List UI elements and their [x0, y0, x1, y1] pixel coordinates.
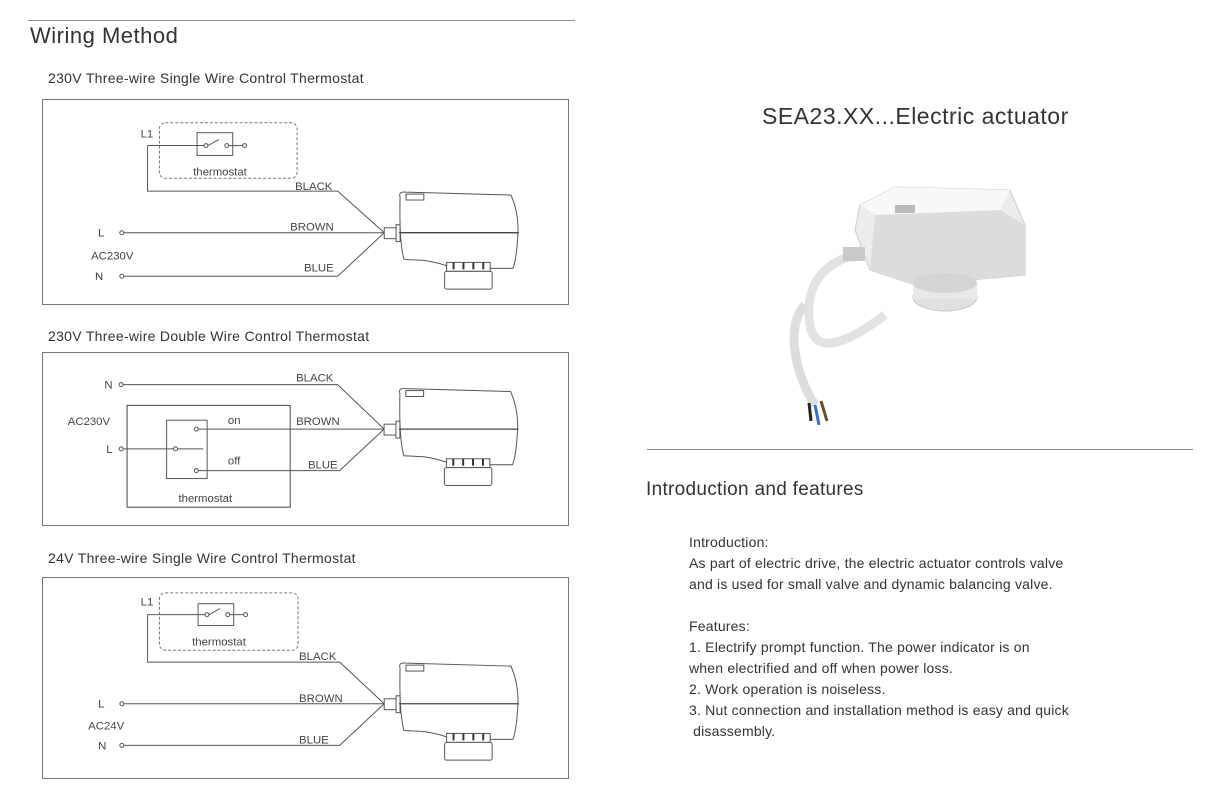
black-label: BLACK [299, 651, 337, 664]
feature-line: 1. Electrify prompt function. The power indicator is on [689, 639, 1030, 655]
diagram-3-title: 24V Three-wire Single Wire Control Thermostat [48, 550, 356, 566]
thermostat-label: thermostat [193, 166, 247, 179]
n-label: N [95, 271, 104, 284]
voltage-label: AC24V [88, 720, 125, 733]
black-wire [148, 146, 385, 233]
blue-wire [124, 233, 384, 277]
feature-line: when electrified and off when power loss. [689, 660, 953, 676]
intro-text [689, 532, 1069, 742]
section-title-intro: Introduction and features [646, 479, 864, 500]
l1-label: L1 [140, 128, 154, 141]
diagram-2-title: 230V Three-wire Double Wire Control Thermostat [48, 328, 370, 344]
n-label: N [98, 740, 107, 753]
thermostat-label: thermostat [178, 493, 233, 506]
voltage-label: AC230V [91, 250, 134, 263]
diagram-1-title: 230V Three-wire Single Wire Control Thermostat [48, 70, 364, 86]
intro-line: and is used for small valve and dynamic balancing valve. [689, 576, 1053, 592]
feature-line: 2. Work operation is noiseless. [689, 681, 886, 697]
blue-label: BLUE [299, 734, 329, 747]
black-wire [148, 615, 385, 704]
black-label: BLACK [296, 372, 334, 385]
brown-label: BROWN [299, 692, 343, 705]
actuator-drawing [384, 192, 519, 289]
blue-label: BLUE [307, 459, 338, 472]
blue-wire [198, 429, 384, 471]
intro-line: As part of electric drive, the electric actuator controls valve [689, 555, 1064, 571]
off-label: off [227, 455, 241, 468]
voltage-label: AC230V [67, 416, 111, 429]
thermostat-label: thermostat [192, 636, 246, 649]
black-wire [123, 385, 384, 429]
l-label: L [98, 698, 105, 711]
features-label: Features: [689, 618, 750, 634]
feature-line: disassembly. [689, 723, 776, 739]
product-title: SEA23.XX...Electric actuator [762, 103, 1069, 129]
wiring-diagram-2 [42, 352, 569, 526]
actuator-drawing [384, 388, 518, 485]
l-label: L [106, 443, 113, 456]
brown-label: BROWN [296, 416, 340, 429]
l-label: L [98, 227, 105, 240]
wiring-diagram-1 [42, 99, 569, 305]
black-label: BLACK [295, 181, 333, 194]
intro-label: Introduction: [689, 534, 769, 550]
feature-line: 3. Nut connection and installation method is easy and quick [689, 702, 1069, 718]
actuator-photo [785, 175, 1035, 425]
n-label: N [104, 379, 113, 392]
wiring-diagram-3 [42, 577, 569, 779]
on-label: on [227, 415, 241, 428]
top-divider [28, 20, 575, 21]
thermostat-box [127, 405, 290, 507]
actuator-drawing [384, 663, 519, 760]
blue-label: BLUE [304, 262, 334, 275]
right-divider [647, 449, 1193, 450]
section-title-wiring: Wiring Method [30, 23, 179, 48]
blue-wire [124, 704, 384, 746]
brown-label: BROWN [290, 221, 334, 234]
l1-label: L1 [140, 596, 154, 609]
